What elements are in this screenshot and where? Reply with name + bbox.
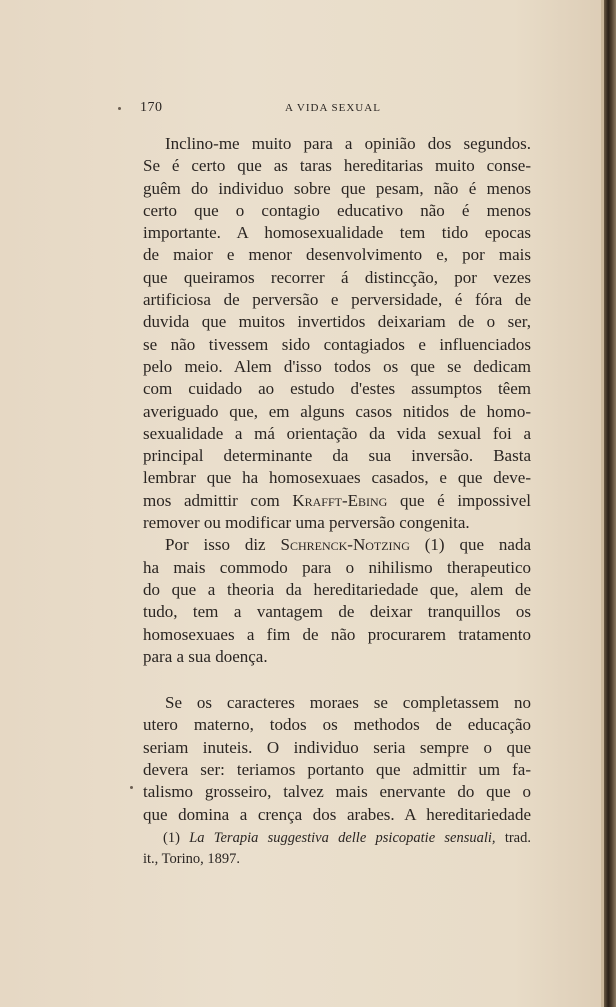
footnote-marker: (1) (163, 830, 180, 846)
text-fragment: que é impossivel (387, 490, 531, 510)
text-line: se não tivessem sido contagiados e influenciados (143, 334, 531, 354)
book-binding-edge (604, 0, 616, 1007)
text-line: Se os caracteres moraes se completassem no (165, 693, 531, 713)
text-line: Se é certo que as taras hereditarias muito conse- (143, 156, 531, 176)
text-line: sexualidade a má orientação da vida sexual foi a (143, 423, 531, 443)
text-line: do que a theoria da hereditariedade que, alem de (143, 579, 531, 599)
text-line: utero materno, todos os methodos de educação (143, 715, 531, 735)
footnote-line (143, 828, 531, 849)
text-line: remover ou modificar uma perversão congenita. (143, 513, 470, 533)
text-fragment: mos admittir com (143, 490, 293, 510)
text-line: com cuidado ao estudo d'estes assumptos têem (143, 379, 531, 399)
page-speck (118, 107, 121, 110)
text-line: artificiosa de perversão e perversidade, é fóra de (143, 290, 531, 310)
text-line: homosexuaes a fim de não procurarem tratamento (143, 624, 531, 644)
author-name-krafft-ebing: Krafft-Ebing (292, 490, 388, 510)
paragraph-3 (143, 692, 531, 826)
footnote-book-title: La Terapia suggestiva delle psicopatie sensuali, (189, 830, 496, 846)
footnote-line: it., Torino, 1897. (143, 851, 240, 867)
text-line (143, 490, 531, 512)
paragraph-2 (143, 534, 531, 668)
text-line: lembrar que ha homosexuaes casados, e que deve- (143, 468, 531, 488)
text-fragment: trad. (495, 830, 531, 846)
text-line: devera ser: teriamos portanto que admittir um fa- (143, 760, 531, 780)
text-fragment: Por isso diz (165, 535, 281, 555)
paragraph-gap (143, 668, 531, 692)
text-line: certo que o contagio educativo não é menos (143, 200, 531, 220)
text-line: guêm do individuo sobre que pesam, não é menos (143, 178, 531, 198)
text-line: talismo grosseiro, talvez mais enervante do que o (143, 782, 531, 802)
text-line: que queiramos recorrer á distincção, por vezes (143, 267, 531, 287)
text-line: tudo, tem a vantagem de deixar tranquillos os (143, 602, 531, 622)
text-line: que domina a crença dos arabes. A hereditariedade (143, 804, 531, 824)
page-header (140, 100, 530, 120)
text-line: Inclino-me muito para a opinião dos segundos. (165, 134, 531, 153)
running-title: A VIDA SEXUAL (285, 102, 381, 114)
text-line: de maior e menor desenvolvimento e, por mais (143, 245, 531, 265)
footnote (143, 828, 531, 870)
text-line (143, 534, 531, 556)
body-text (143, 133, 531, 826)
text-line: averiguado que, em alguns casos nitidos de homo- (143, 401, 531, 421)
paragraph-1 (143, 133, 531, 534)
page-number: 170 (140, 100, 163, 115)
text-line: seriam inuteis. O individuo seria sempre o que (143, 737, 531, 757)
text-line: importante. A homosexualidade tem tido epocas (143, 223, 531, 243)
footnote-reference: (1) que nada (409, 535, 531, 555)
page-speck (130, 786, 133, 789)
text-line: pelo meio. Alem d'isso todos os que se dedicam (143, 356, 531, 376)
author-name-schrenck-notzing: Schrenck-Notzing (280, 535, 410, 555)
text-line: principal determinante da sua inversão. Basta (143, 446, 531, 466)
text-line: duvida que muitos invertidos deixariam de o ser, (143, 312, 531, 332)
text-line: para a sua doença. (143, 646, 268, 666)
text-line: ha mais commodo para o nihilismo therapeutico (143, 557, 531, 577)
